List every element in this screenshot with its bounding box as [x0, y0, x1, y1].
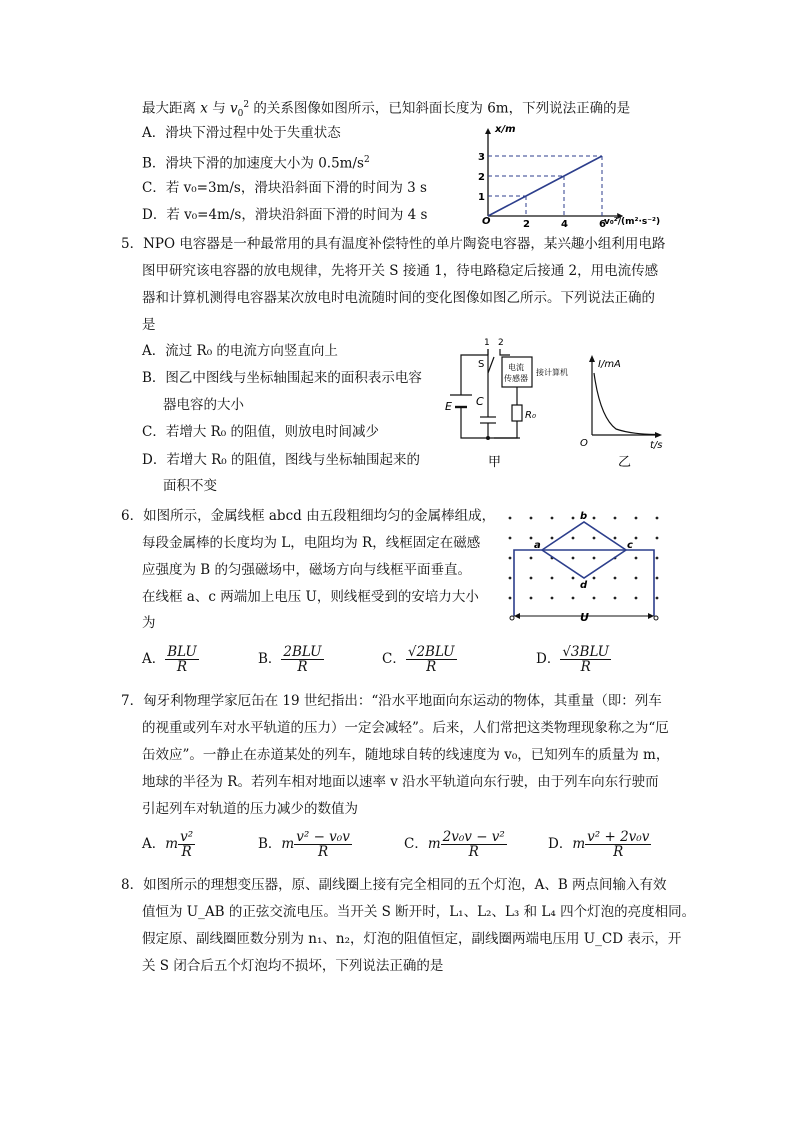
svg-text:1: 1: [484, 338, 490, 348]
q5-option-d: D．若增大 R₀ 的阻值，图线与坐标轴围起来的: [142, 452, 420, 468]
field-dot: [530, 577, 533, 580]
field-dot: [509, 517, 512, 520]
q5-battery-label: E: [445, 400, 452, 413]
field-dot: [509, 577, 512, 580]
field-dot: [635, 537, 638, 540]
q4-option-c: C．若 v₀=3m/s，滑块沿斜面下滑的时间为 3 s: [142, 180, 427, 196]
y-tick-label: 2: [478, 172, 485, 183]
field-dot: [593, 597, 596, 600]
field-dot: [593, 557, 596, 560]
q6-label-b: b: [580, 511, 588, 522]
q5-junction-dot: [486, 436, 490, 440]
field-dot: [509, 557, 512, 560]
q6-label-d: d: [580, 580, 588, 591]
field-dot: [635, 597, 638, 600]
q4-option-d: D．若 v₀=4m/s，滑块沿斜面下滑的时间为 4 s: [142, 207, 428, 223]
svg-text:2: 2: [498, 338, 504, 348]
field-dot: [509, 537, 512, 540]
q7-line4: 地球的半径为 R。若列车相对地面以速率 v 沿水平轨道向东行驶，由于列车向东行驶而: [142, 774, 659, 790]
q7-line3: 缶效应”。一静止在赤道某处的列车，随地球自转的线速度为 v₀，已知列车的质量为 m，: [142, 747, 670, 763]
q4-option-b: B．滑块下滑的加速度大小为 $0.5m/s^2$: [142, 155, 370, 172]
field-dot: [509, 597, 512, 600]
q6-label-c: c: [627, 540, 633, 551]
field-dot: [572, 557, 575, 560]
q5-graph-ylabel: I/mA: [598, 359, 621, 370]
field-dot: [656, 577, 659, 580]
q8-line4: 关 S 闭合后五个灯泡均不损坏，下列说法正确的是: [142, 958, 444, 974]
field-dot: [572, 517, 575, 520]
field-dot: [656, 557, 659, 560]
field-dot: [614, 597, 617, 600]
field-dot: [614, 517, 617, 520]
field-dot: [551, 517, 554, 520]
q8-line2: 值恒为 U_AB 的正弦交流电压。当开关 S 断开时，L₁、L₂、L₃ 和 L₄ 四个灯泡的亮度相同。: [142, 904, 696, 920]
field-dot: [572, 537, 575, 540]
q7-line2: 的视重或列车对水平轨道的压力）一定会减轻”。后来，人们常把这类物理现象称之为“厄: [142, 720, 669, 736]
q6-line2: 每段金属棒的长度均为 L，电阻均为 R，线框固定在磁感: [142, 535, 481, 551]
q6-line5: 为: [142, 615, 156, 631]
q4-graph: [470, 118, 670, 230]
q8-line3: 假定原、副线圈匝数分别为 n₁、n₂，灯泡的阻值恒定，副线圈两端电压用 U_CD 表示，开: [142, 931, 682, 947]
field-dot: [635, 517, 638, 520]
q6-line1: 6．如图所示，金属线框 abcd 由五段粗细均匀的金属棒组成，: [121, 508, 496, 524]
field-dot: [551, 577, 554, 580]
field-dot: [635, 557, 638, 560]
field-dot: [614, 577, 617, 580]
q6-label-u: U: [580, 611, 589, 624]
q5-capacitor-label: C: [476, 395, 484, 408]
q5-sensor-label: 电流: [508, 363, 524, 372]
q8-line1: 8．如图所示的理想变压器，原、副线圈上接有完全相同的五个灯泡，A、B 两点间输入有效: [121, 877, 667, 893]
q6-frame-figure: [500, 508, 670, 628]
field-dot: [635, 577, 638, 580]
q4-graph-xlabel: v₀²/(m²·s⁻²): [604, 217, 661, 227]
y-axis-arrow: [485, 128, 491, 134]
q7-line1: 7．匈牙利物理学家厄缶在 19 世纪指出：“沿水平地面向东运动的物体，其重量（即：列车: [121, 693, 662, 709]
field-dot: [572, 577, 575, 580]
y-tick-label: 1: [478, 192, 485, 203]
q7-line5: 引起列车对轨道的压力减少的数值为: [142, 801, 358, 817]
q6-option-b: B． $\frac{\text{2BLU}}{R}$: [258, 644, 322, 675]
q5-option-a: A．流过 R₀ 的电流方向竖直向上: [142, 343, 338, 359]
q5-circuit-figure: [440, 335, 680, 470]
q5-resistor-label: R₀: [525, 410, 536, 421]
q5-option-d-cont: 面积不变: [163, 478, 217, 494]
q5-switch-label: S: [478, 359, 485, 370]
q6-line3: 应强度为 B 的匀强磁场中，磁场方向与线框平面垂直。: [142, 562, 472, 578]
q6-option-a: A． $\frac{\text{BLU}}{R}$: [142, 644, 197, 675]
q4-graph-ylabel: x/m: [495, 124, 516, 135]
field-dot: [656, 537, 659, 540]
q7-option-b: B．m $\frac{\text{v² − v₀v}}{R}$: [258, 829, 350, 860]
x-tick-label: 2: [523, 219, 530, 230]
q5-line4: 是: [142, 317, 156, 333]
field-dot: [530, 597, 533, 600]
q5-computer-label: 接计算机: [536, 368, 568, 377]
q6-option-c: C． $\frac{\text{√2BLU}}{R}$: [382, 644, 455, 675]
field-dot: [656, 597, 659, 600]
q5-fig-jia-caption: 甲: [488, 455, 502, 470]
q4-graph-origin: O: [482, 216, 491, 227]
q7-option-c: C．m $\frac{\text{2v₀v − v²}}{R}$: [404, 829, 505, 860]
x-tick-label: 4: [561, 219, 568, 230]
q7-option-d: D．m $\frac{\text{v² + 2v₀v}}{R}$: [548, 829, 650, 860]
y-tick-label: 3: [478, 152, 485, 163]
field-dot: [551, 597, 554, 600]
field-dot: [530, 517, 533, 520]
svg-text:传感器: 传感器: [504, 374, 528, 383]
q5-line1: 5．NPO 电容器是一种最常用的具有温度补偿特性的单片陶瓷电容器，某兴趣小组利用电路: [121, 236, 666, 252]
q6-line4: 在线框 a、c 两端加上电压 U，则线框受到的安培力大小: [142, 589, 479, 605]
data-line: [488, 156, 602, 216]
q4-stem: 最大距离 x 与 $v_0^2$ 的关系图像如图所示，已知斜面长度为 6m，下列说法正确的是: [142, 100, 631, 120]
field-dot: [530, 557, 533, 560]
field-dot: [593, 577, 596, 580]
svg-text:O: O: [580, 438, 588, 449]
q4-option-a: A．滑块下滑过程中处于失重状态: [142, 125, 341, 141]
x-tick-label: 6: [599, 219, 606, 230]
q5-option-c: C．若增大 R₀ 的阻值，则放电时间减少: [142, 424, 379, 440]
q7-option-a: A．m $\frac{\text{v²}}{R}$: [142, 829, 194, 860]
q6-option-d: D． $\frac{\text{√3BLU}}{R}$: [536, 644, 610, 675]
q5-line3: 器和计算机测得电容器某次放电时电流随时间的变化图像如图乙所示。下列说法正确的: [142, 290, 655, 306]
q5-line2: 图甲研究该电容器的放电规律，先将开关 S 接通 1，待电路稳定后接通 2，用电流传感: [142, 263, 659, 279]
field-dot: [593, 517, 596, 520]
field-dot: [530, 537, 533, 540]
field-dot: [572, 597, 575, 600]
q6-label-a: a: [534, 540, 541, 551]
q5-option-b: B．图乙中图线与坐标轴围起来的面积表示电容: [142, 370, 422, 386]
field-dot: [656, 517, 659, 520]
q5-fig-yi-caption: 乙: [618, 455, 632, 470]
field-dot: [551, 537, 554, 540]
q5-graph-xlabel: t/s: [650, 440, 663, 451]
field-dot: [593, 537, 596, 540]
field-dot: [614, 537, 617, 540]
q5-option-b-cont: 器电容的大小: [163, 397, 244, 413]
